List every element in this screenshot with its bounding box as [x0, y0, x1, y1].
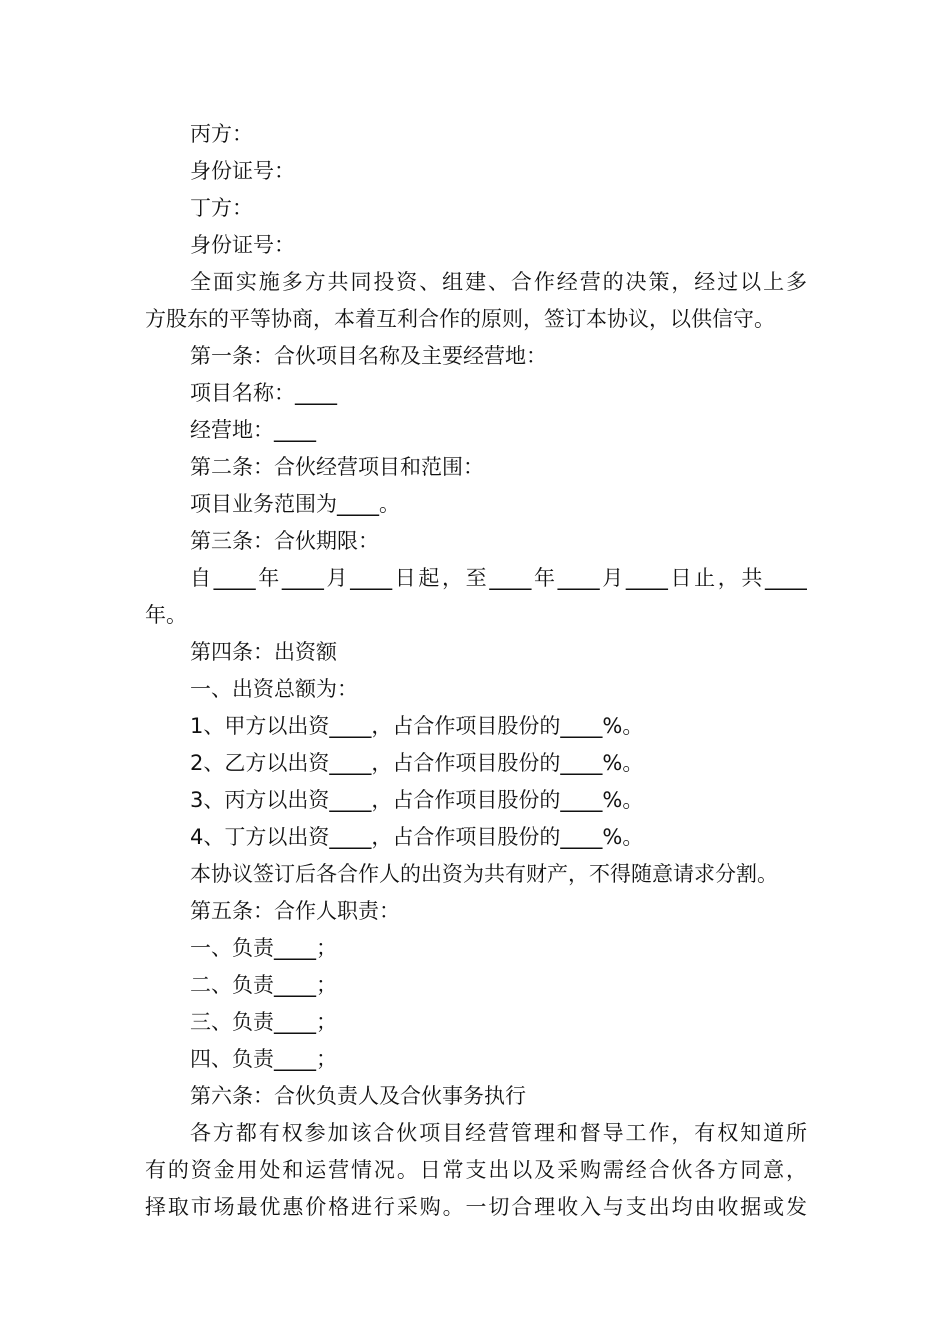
- term-line-1: 自____年____月____日起，至____年____月____日止，共____: [190, 566, 807, 590]
- article-3-heading: 第三条：合伙期限：: [190, 529, 379, 553]
- document-body: [145, 116, 807, 1226]
- total-capital-label: 一、出资总额为：: [190, 677, 358, 701]
- project-name-field: 项目名称：____: [190, 381, 337, 405]
- article-4-heading: 第四条：出资额: [190, 640, 337, 664]
- party-d-capital-item: 4、丁方以出资____，占合作项目股份的____%。: [190, 825, 644, 849]
- preamble-line-1: 全面实施多方共同投资、组建、合作经营的决策，经过以上多: [190, 270, 807, 294]
- business-location-field: 经营地：____: [190, 418, 316, 442]
- management-line-1: 各方都有权参加该合伙项目经营管理和督导工作，有权知道所: [190, 1121, 807, 1145]
- duty-item-4: 四、负责____；: [190, 1047, 337, 1071]
- party-c-id-label: 身份证号：: [190, 159, 295, 183]
- duty-item-2: 二、负责____；: [190, 973, 337, 997]
- duty-item-3: 三、负责____；: [190, 1010, 337, 1034]
- party-c-capital-item: 3、丙方以出资____，占合作项目股份的____%。: [190, 788, 644, 812]
- article-1-heading: 第一条：合伙项目名称及主要经营地：: [190, 344, 547, 368]
- term-line-2: 年。: [145, 603, 187, 627]
- party-c-label: 丙方：: [190, 122, 253, 146]
- business-scope-field: 项目业务范围为____。: [190, 492, 400, 516]
- party-b-capital-item: 2、乙方以出资____，占合作项目股份的____%。: [190, 751, 644, 775]
- preamble-line-2: 方股东的平等协商，本着互利合作的原则，签订本协议，以供信守。: [145, 307, 775, 331]
- common-property-clause: 本协议签订后各合作人的出资为共有财产，不得随意请求分割。: [190, 862, 778, 886]
- party-d-id-label: 身份证号：: [190, 233, 295, 257]
- management-line-3: 择取市场最优惠价格进行采购。一切合理收入与支出均由收据或发: [145, 1195, 807, 1219]
- party-d-label: 丁方：: [190, 196, 253, 220]
- party-a-capital-item: 1、甲方以出资____，占合作项目股份的____%。: [190, 714, 644, 738]
- article-5-heading: 第五条：合作人职责：: [190, 899, 400, 923]
- article-6-heading: 第六条：合伙负责人及合伙事务执行: [190, 1084, 526, 1108]
- management-line-2: 有的资金用处和运营情况。日常支出以及采购需经合伙各方同意，: [145, 1158, 807, 1182]
- article-2-heading: 第二条：合伙经营项目和范围：: [190, 455, 484, 479]
- duty-item-1: 一、负责____；: [190, 936, 337, 960]
